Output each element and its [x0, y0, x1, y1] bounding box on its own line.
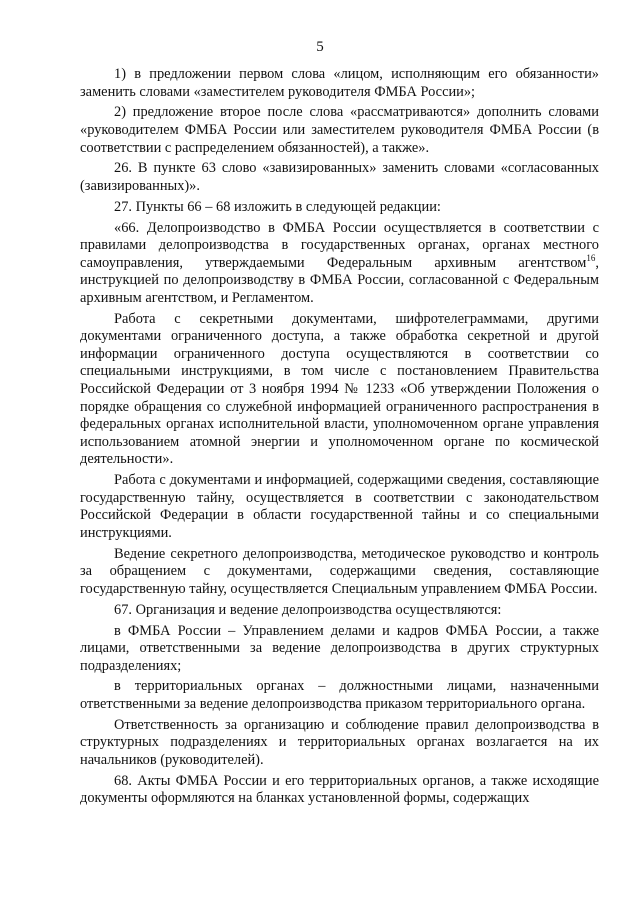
page-number: 5 — [316, 39, 324, 55]
section-66-text: «66. Делопроизводство в ФМБА России осуществляется в соответствии с правилами делопроизводства в государственных органах, органах местного самоуправления, утверждаемыми Федеральным архивным агентством — [80, 219, 599, 271]
paragraph-amendment-1: 1) в предложении первом слова «лицом, исполняющим его обязанности» заменить словами «заместителем руководителя ФМБА России»; — [80, 66, 599, 100]
paragraph-fmba-office: в ФМБА России – Управлением делами и кадров ФМБА России, а также лицами, ответственными за ведение делопроизводства в других структурных подразделениях; — [80, 622, 599, 674]
paragraph-item-26: 26. В пункте 63 слово «завизированных» заменить словами «согласованных (завизированных)». — [80, 160, 599, 194]
paragraph-secret-office: Ведение секретного делопроизводства, методическое руководство и контроль за обращением с документами, содержащими сведения, составляющие государственную тайну, осуществляется Специальным управлением ФМБА России. — [80, 545, 599, 597]
paragraph-section-68: 68. Акты ФМБА России и его территориальных органов, а также исходящие документы оформляются на бланках установленной формы, содержащих — [80, 772, 599, 807]
paragraph-secret-docs: Работа с секретными документами, шифротелеграммами, другими документами ограниченного доступа, а также обработка секретной и другой информации ограниченного доступа осуществляются в соответствии со специальными инструкциями, в том числе с постановлением Правительства Российской Федерации от 3 ноября 1994 № 1233 «Об утверждении Положения о порядке обращения со служебной информацией ограниченного распространения в федеральных органах исполнительной власти, уполномоченном органе управления использованием атомной энергии и уполномоченном органе по космической деятельности». — [80, 310, 599, 468]
paragraph-section-67: 67. Организация и ведение делопроизводства осуществляются: — [114, 601, 502, 618]
paragraph-state-secret: Работа с документами и информацией, содержащими сведения, составляющие государственную тайну, осуществляется в соответствии с законодательством Российской Федерации в области государственной тайны и со специальными инструкциями. — [80, 472, 599, 541]
paragraph-responsibility: Ответственность за организацию и соблюдение правил делопроизводства в структурных подразделениях и территориальных органах возлагается на их начальников (руководителей). — [80, 716, 599, 769]
document-body — [80, 66, 599, 811]
paragraph-territorial-office: в территориальных органах – должностными лицами, назначенными ответственными за ведение делопроизводства приказом территориального органа. — [80, 678, 599, 713]
footnote-ref: 16 — [586, 252, 596, 263]
paragraph-section-66 — [80, 220, 599, 308]
paragraph-amendment-2: 2) предложение второе после слова «рассматриваются» дополнить словами «руководителем ФМБА России или заместителем руководителя ФМБА России (в соответствии с распределением обязанностей), а также». — [80, 104, 599, 156]
section-66-text-continued: , инструкцией по делопроизводству в ФМБА России, согласованной с Федеральным архивным агентством, и Регламентом. — [80, 254, 599, 306]
paragraph-item-27: 27. Пункты 66 – 68 изложить в следующей редакции: — [114, 198, 441, 215]
